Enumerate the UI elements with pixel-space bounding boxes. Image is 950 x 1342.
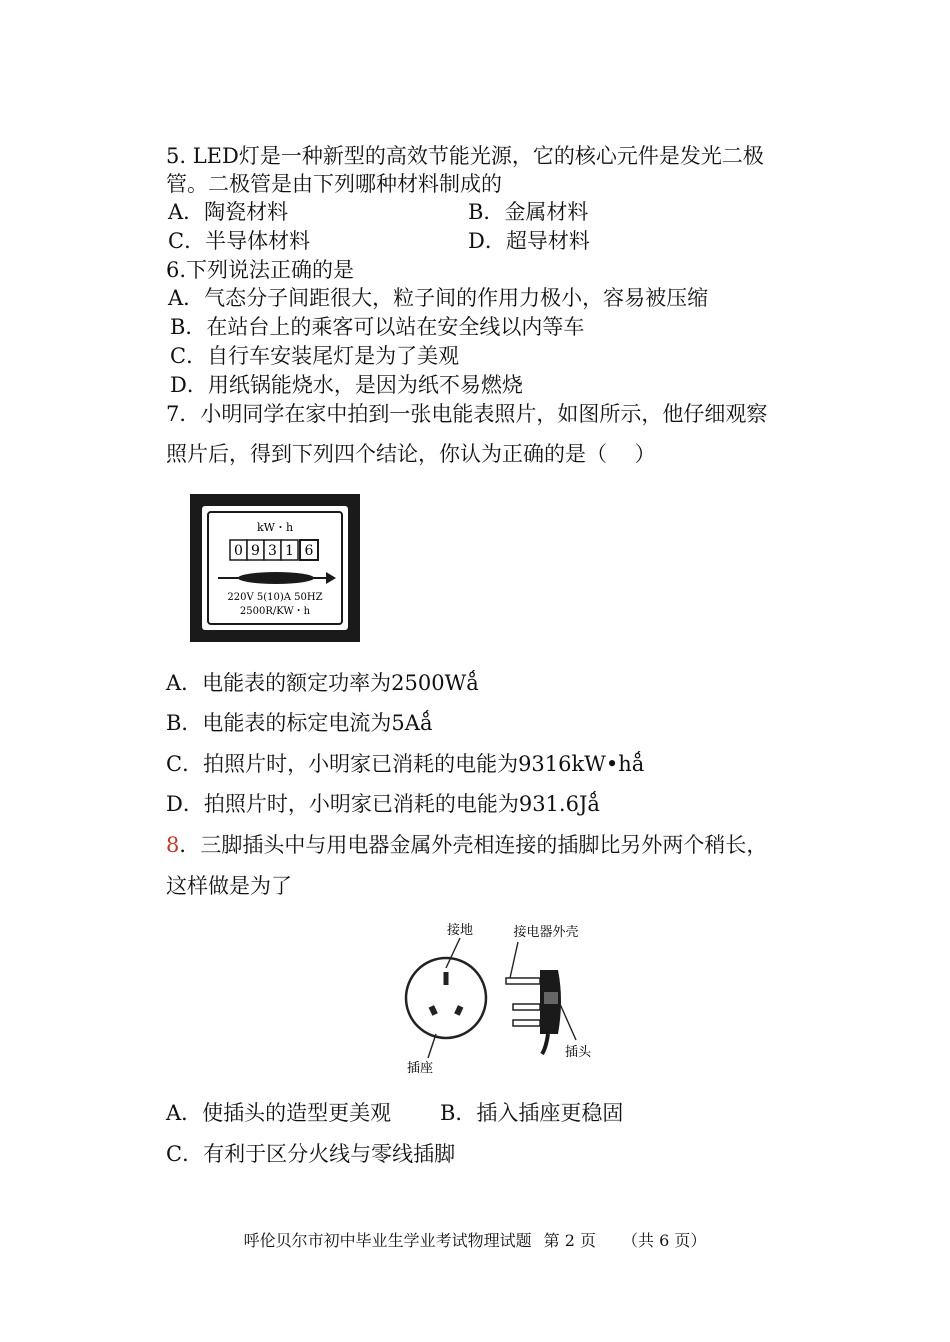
q6-stem: 6.下列说法正确的是 xyxy=(166,258,355,282)
plug-icon xyxy=(506,970,561,1054)
meter-digit-1: 0 xyxy=(234,543,243,559)
q7-option-d: D．拍照片时，小明家已消耗的电能为931.6Jǻ xyxy=(166,792,600,816)
meter-spec-line1: 220V 5(10)A 50HZ xyxy=(227,592,323,603)
q8-option-b: B．插入插座更稳固 xyxy=(440,1101,624,1125)
q5-option-d: D．超导材料 xyxy=(468,229,590,253)
q8-option-a: A．使插头的造型更美观 xyxy=(166,1101,392,1125)
plug-socket-figure xyxy=(398,916,608,1080)
meter-digit-2: 9 xyxy=(251,543,260,559)
electric-meter-figure xyxy=(190,494,360,646)
label-ground: 接地 xyxy=(446,923,474,938)
label-case: 接电器外壳 xyxy=(513,925,579,940)
meter-spec-line2: 2500R/KW・h xyxy=(239,606,311,617)
q8-stem-text: ．三脚插头中与用电器金属外壳相连接的插脚比另外两个稍长， xyxy=(179,833,768,857)
q6-option-b: B．在站台上的乘客可以站在安全线以内等车 xyxy=(170,315,585,339)
q7-option-b: B．电能表的标定电流为5Aǻ xyxy=(166,711,433,735)
q7-stem-line1: 7．小明同学在家中拍到一张电能表照片，如图所示，他仔细观察 xyxy=(166,402,768,426)
q5-option-b: B．金属材料 xyxy=(468,200,589,224)
q8-option-c: C．有利于区分火线与零线插脚 xyxy=(166,1142,456,1166)
q8-stem-line2: 这样做是为了 xyxy=(166,874,292,898)
q8-stem-line1 xyxy=(166,831,767,859)
q6-option-a: A．气态分子间距很大，粒子间的作用力极小，容易被压缩 xyxy=(168,286,709,310)
q5-option-a: A．陶瓷材料 xyxy=(168,200,289,224)
footer-exam-title: 呼伦贝尔市初中毕业生学业考试物理试题 xyxy=(243,1231,532,1250)
footer-total-pages: （共 6 页） xyxy=(622,1231,707,1250)
q6-option-c: C．自行车安装尾灯是为了美观 xyxy=(170,344,460,368)
label-socket: 插座 xyxy=(406,1061,434,1076)
q7-option-c: C．拍照片时，小明家已消耗的电能为9316kW•hǻ xyxy=(166,752,645,776)
meter-digit-4: 1 xyxy=(285,543,294,559)
q8-number: 8 xyxy=(166,833,180,857)
q7-option-a: A．电能表的额定功率为2500Wǻ xyxy=(166,671,479,695)
meter-digit-3: 3 xyxy=(268,543,277,559)
label-plug: 插头 xyxy=(564,1045,592,1060)
q6-option-d: D．用纸锅能烧水，是因为纸不易燃烧 xyxy=(170,373,523,397)
q5-stem-line1: 5. LED灯是一种新型的高效节能光源，它的核心元件是发光二极 xyxy=(166,144,764,168)
meter-digit-5: 6 xyxy=(304,543,314,559)
page-footer xyxy=(0,1228,950,1251)
socket-outline-icon xyxy=(406,958,486,1038)
q5-stem-line2: 管。二极管是由下列哪种材料制成的 xyxy=(166,172,502,196)
q7-stem-line2: 照片后，得到下列四个结论，你认为正确的是（ ） xyxy=(166,442,656,466)
q5-option-c: C．半导体材料 xyxy=(168,229,311,253)
meter-unit: kW・h xyxy=(256,521,294,534)
footer-page-number: 第 2 页 xyxy=(543,1231,596,1250)
